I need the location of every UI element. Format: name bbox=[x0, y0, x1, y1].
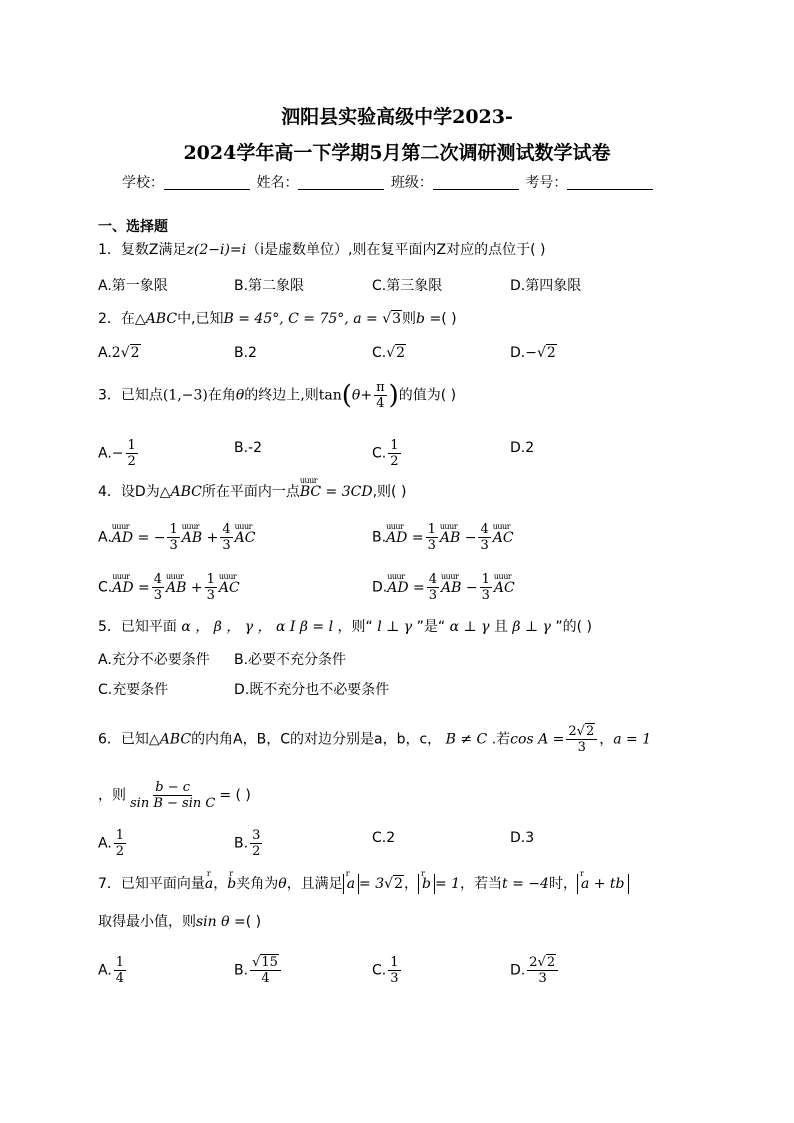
q4-d-f2n: 1 bbox=[481, 572, 490, 587]
q1-number: 1． bbox=[98, 242, 121, 258]
q2-d-label: D. bbox=[510, 345, 526, 361]
q6-cos-den: 3 bbox=[577, 740, 586, 755]
question-6 bbox=[98, 724, 651, 755]
q6-a-den: 2 bbox=[115, 844, 125, 859]
class-blank[interactable] bbox=[433, 175, 519, 190]
q3-option-c[interactable] bbox=[372, 438, 403, 469]
q7-text: 已知平面向量 bbox=[120, 876, 205, 892]
q6-comma: ， bbox=[599, 731, 614, 748]
q7-option-a[interactable] bbox=[98, 955, 128, 986]
q7-line2: 取得最小值，则 bbox=[98, 914, 196, 930]
q5-cond3: β ⊥ γ bbox=[507, 619, 556, 635]
q4-a-f1n: 1 bbox=[169, 522, 178, 537]
q2-a-rad: 2 bbox=[130, 345, 140, 361]
q3-text-d: 的值为( ) bbox=[398, 387, 457, 404]
q7-c-label: C. bbox=[372, 962, 387, 979]
q6-sqrt: √2 bbox=[576, 724, 595, 739]
question-2 bbox=[98, 309, 457, 329]
q6-line2-text: ，则 bbox=[98, 787, 126, 804]
q7-b-rad: 15 bbox=[261, 955, 278, 970]
q7-option-c[interactable] bbox=[372, 955, 403, 986]
q5-option-d[interactable]: D.既不充分也不必要条件 bbox=[234, 682, 390, 698]
q7-a-label: A. bbox=[98, 962, 112, 979]
q5-text-b: ，则“ bbox=[337, 619, 373, 635]
q4-a-label: A. bbox=[98, 529, 112, 546]
q6-cos: cos A = bbox=[510, 731, 565, 748]
q6-ratio-num: b − c bbox=[155, 780, 191, 795]
q3-point: (1,−3) bbox=[162, 387, 208, 404]
q7-d-den: 3 bbox=[538, 971, 547, 986]
q5-number: 5． bbox=[98, 619, 121, 635]
student-info-row bbox=[122, 172, 655, 192]
q1-math: z(2−i)=i bbox=[186, 242, 247, 258]
q5-text-e: ”的( ) bbox=[555, 619, 592, 635]
q1-text: 复数Z满足 bbox=[120, 242, 187, 258]
q2-option-b[interactable]: B.2 bbox=[234, 345, 257, 361]
q3-c-num: 1 bbox=[390, 438, 399, 453]
q4-text: 设D为 bbox=[120, 484, 160, 500]
q4-a-frac2 bbox=[220, 522, 232, 553]
q4-b-label: B. bbox=[372, 529, 387, 546]
q7-abs-b: r b bbox=[418, 874, 435, 894]
q4-b-lhs: uuur AD = bbox=[386, 528, 424, 548]
q3-left-paren: ( bbox=[341, 380, 352, 411]
q6-line2-tail: = ( ) bbox=[219, 787, 251, 804]
class-label: 班级： bbox=[390, 175, 433, 191]
q6-option-a[interactable] bbox=[98, 828, 128, 859]
q7-eq1: = 3 bbox=[359, 876, 385, 892]
section-heading: 一、选择题 bbox=[98, 219, 168, 235]
q4-c-end: uuur AC bbox=[219, 578, 240, 598]
q6-triangle: △ABC bbox=[148, 731, 192, 748]
q2-a-coef: 2 bbox=[111, 345, 121, 361]
q3-option-b[interactable]: B.-2 bbox=[234, 440, 263, 456]
q3-a-frac bbox=[126, 438, 138, 469]
q6-text: 已知 bbox=[120, 731, 149, 748]
q4-b-frac2 bbox=[478, 522, 490, 553]
q4-option-c[interactable] bbox=[98, 572, 240, 603]
q3-c-den: 2 bbox=[390, 454, 399, 469]
q7-abs-ab: r a + tb bbox=[577, 874, 629, 894]
q4-a-f1d: 3 bbox=[169, 538, 178, 553]
q4-a-end: uuur AC bbox=[235, 528, 256, 548]
q7-vector-b: r b bbox=[227, 874, 236, 894]
q4-d-mid: uuur AB − bbox=[441, 578, 478, 598]
q7-rad: 2 bbox=[394, 876, 403, 892]
q4-text-c: ,则( ) bbox=[372, 484, 407, 500]
q2-radicand: 3 bbox=[392, 311, 402, 327]
q7-b-num bbox=[250, 955, 281, 971]
q7-option-d[interactable] bbox=[510, 955, 560, 986]
school-blank[interactable] bbox=[164, 175, 250, 190]
q4-a-f2n: 4 bbox=[222, 522, 231, 537]
q4-b-end: uuur AC bbox=[493, 528, 514, 548]
q4-a-mid: uuur AB + bbox=[182, 528, 219, 548]
q7-text-b: 夹角为 bbox=[236, 876, 279, 892]
q6-option-c[interactable]: C.2 bbox=[372, 830, 396, 846]
q6-a-frac bbox=[114, 828, 126, 859]
q7-b-frac bbox=[250, 955, 281, 986]
q3-text: 已知点 bbox=[120, 387, 163, 404]
q2-option-c[interactable] bbox=[372, 343, 406, 363]
question-6-line-2 bbox=[98, 780, 251, 811]
q7-b-den: 4 bbox=[261, 971, 270, 986]
q3-tan: tan bbox=[318, 387, 342, 404]
q3-theta-plus: θ+ bbox=[351, 387, 373, 404]
q7-a-frac bbox=[114, 955, 126, 986]
q7-t: t = −4 bbox=[502, 876, 549, 892]
q6-text-c: .若 bbox=[491, 731, 511, 748]
q5-option-c[interactable]: C.充要条件 bbox=[98, 682, 169, 698]
q2-a-sqrt: √2 bbox=[120, 345, 140, 361]
q1-option-b[interactable]: B.第二象限 bbox=[234, 278, 305, 294]
q6-b-num: 3 bbox=[252, 828, 261, 843]
q4-option-a[interactable] bbox=[98, 522, 255, 553]
q7-a-num: 1 bbox=[115, 955, 125, 970]
q3-pi: π bbox=[376, 380, 385, 395]
q7-a-den: 4 bbox=[115, 971, 125, 986]
q7-text-d: ， bbox=[403, 876, 418, 892]
q5-text-d: 且 bbox=[493, 619, 508, 635]
q7-d-sqrt: √2 bbox=[537, 955, 556, 970]
q4-number: 4． bbox=[98, 484, 121, 500]
q3-pi-over-4 bbox=[374, 380, 387, 411]
q7-d-coef: 2 bbox=[529, 955, 538, 970]
q5-option-b[interactable]: B.必要不充分条件 bbox=[234, 652, 347, 668]
q7-d-frac bbox=[527, 955, 558, 986]
q2-number: 2． bbox=[98, 311, 121, 327]
q4-b-f2d: 3 bbox=[480, 538, 489, 553]
q3-option-a[interactable] bbox=[98, 438, 140, 469]
q4-c-f1n: 4 bbox=[153, 572, 163, 587]
name-blank[interactable] bbox=[298, 175, 384, 190]
q4-c-lhs: uuur AD = bbox=[112, 578, 150, 598]
q6-ratio bbox=[128, 780, 217, 811]
q4-d-end: uuur AC bbox=[494, 578, 515, 598]
q4-b-f1d: 3 bbox=[427, 538, 436, 553]
q4-d-frac2 bbox=[480, 572, 492, 603]
q4-d-f1n: 4 bbox=[428, 572, 438, 587]
q2-c-sqrt: √2 bbox=[386, 345, 406, 361]
name-label: 姓名： bbox=[256, 175, 299, 191]
q4-text-b: 所在平面内一点 bbox=[201, 484, 300, 500]
q6-ratio-den: sin B − sin C bbox=[130, 796, 216, 811]
q5-planes: α ， β ， γ ， α I β = l bbox=[176, 619, 338, 635]
q4-option-b[interactable] bbox=[372, 522, 514, 553]
q6-rad: 2 bbox=[585, 724, 595, 739]
q4-triangle: △ABC bbox=[159, 484, 202, 500]
q5-option-a[interactable]: A.充分不必要条件 bbox=[98, 652, 210, 668]
q3-option-d[interactable]: D.2 bbox=[510, 440, 535, 456]
q3-text-c: 的终边上,则 bbox=[244, 387, 319, 404]
number-blank[interactable] bbox=[567, 175, 653, 190]
q7-text-f: 时， bbox=[548, 876, 577, 892]
q6-b-frac bbox=[250, 828, 262, 859]
q4-d-lhs: uuur AD = bbox=[387, 578, 425, 598]
q6-b-den: 2 bbox=[252, 844, 261, 859]
question-7-line-2 bbox=[98, 912, 261, 932]
q5-cond2: α ⊥ γ bbox=[445, 619, 494, 635]
q3-c-label: C. bbox=[372, 445, 387, 462]
q3-right-paren: ) bbox=[388, 380, 399, 411]
q2-sqrt: √3 bbox=[382, 311, 402, 327]
q3-four: 4 bbox=[376, 396, 385, 411]
q4-b-f1n: 1 bbox=[427, 522, 436, 537]
q1-option-a[interactable]: A.第一象限 bbox=[98, 278, 168, 294]
q7-number: 7． bbox=[98, 876, 121, 892]
q2-d-neg: − bbox=[525, 345, 537, 361]
q3-a-den: 2 bbox=[127, 454, 136, 469]
q2-text-b: 中,已知 bbox=[177, 311, 224, 327]
q3-a-num: 1 bbox=[127, 438, 136, 453]
q7-sqrt: √2 bbox=[384, 876, 403, 892]
q1-text-b: （i是虚数单位）,则在复平面内Z对应的点位于( ) bbox=[246, 242, 546, 258]
q4-d-frac1 bbox=[427, 572, 439, 603]
q7-d-rad: 2 bbox=[546, 955, 556, 970]
q2-text: 在 bbox=[120, 311, 135, 327]
q7-text-e: ，若当 bbox=[460, 876, 503, 892]
title-line-2: 2024学年高一下学期5月第二次调研测试数学试卷 bbox=[183, 142, 611, 164]
q6-b-label: B. bbox=[234, 835, 249, 852]
q7-tail: ( ) bbox=[245, 914, 262, 930]
q7-text-c: ，且满足 bbox=[286, 876, 343, 892]
q1-option-c[interactable]: C.第三象限 bbox=[372, 278, 443, 294]
q2-tail: ( ) bbox=[441, 311, 457, 327]
q7-eq2: = 1 bbox=[434, 876, 461, 892]
q3-c-frac bbox=[388, 438, 400, 469]
q4-d-label: D. bbox=[372, 579, 388, 596]
q4-a-frac1 bbox=[167, 522, 179, 553]
q4-d-f1d: 3 bbox=[428, 588, 438, 603]
q2-c-label: C. bbox=[372, 345, 387, 361]
q4-a-lhs: uuur AD = − bbox=[112, 528, 166, 548]
q2-d-sqrt: √2 bbox=[536, 345, 556, 361]
q4-c-f1d: 3 bbox=[153, 588, 163, 603]
q2-ask: b = bbox=[416, 311, 442, 327]
q6-coef: 2 bbox=[568, 724, 577, 739]
q7-c-num: 1 bbox=[390, 955, 399, 970]
q4-c-mid: uuur AB + bbox=[166, 578, 203, 598]
q5-text-c: ”是“ bbox=[416, 619, 446, 635]
q7-sep: ， bbox=[213, 876, 228, 892]
q7-c-den: 3 bbox=[390, 971, 399, 986]
q2-d-rad: 2 bbox=[546, 345, 556, 361]
q6-neq: B ≠ C bbox=[441, 731, 492, 748]
q6-a-label: A. bbox=[98, 835, 112, 852]
q4-c-f2d: 3 bbox=[206, 588, 215, 603]
q2-option-a[interactable] bbox=[98, 343, 141, 363]
q4-d-f2d: 3 bbox=[481, 588, 490, 603]
q4-option-d[interactable] bbox=[372, 572, 515, 603]
q2-triangle: △ABC bbox=[134, 311, 178, 327]
q4-b-mid: uuur AB − bbox=[440, 528, 477, 548]
q6-option-b[interactable] bbox=[234, 828, 264, 859]
question-7 bbox=[98, 874, 629, 894]
q4-c-f2n: 1 bbox=[206, 572, 215, 587]
title-line-1: 泗阳县实验高级中学2023- bbox=[281, 106, 513, 128]
q7-d-label: D. bbox=[510, 962, 526, 979]
q4-b-f2n: 4 bbox=[480, 522, 489, 537]
q6-text-b: 的内角A，B，C的对边分别是a，b，c， bbox=[191, 731, 442, 748]
q7-c-frac bbox=[388, 955, 400, 986]
q4-a-f2d: 3 bbox=[222, 538, 231, 553]
q3-a-neg: − bbox=[111, 445, 124, 462]
q6-cos-num bbox=[566, 724, 597, 740]
q1-option-d[interactable]: D.第四象限 bbox=[510, 278, 582, 294]
school-label: 学校： bbox=[122, 175, 164, 191]
q7-option-b[interactable] bbox=[234, 955, 283, 986]
q7-d-num bbox=[527, 955, 558, 971]
q2-a-label: A. bbox=[98, 345, 112, 361]
q3-theta: θ bbox=[235, 387, 245, 404]
q2-c-rad: 2 bbox=[396, 345, 406, 361]
q6-a-eq: a = 1 bbox=[613, 731, 652, 748]
q3-number: 3． bbox=[98, 387, 121, 404]
question-1 bbox=[98, 240, 545, 260]
q7-theta: θ bbox=[278, 876, 287, 892]
q4-c-label: C. bbox=[98, 579, 113, 596]
q7-sin: sin θ = bbox=[196, 914, 246, 930]
q6-cos-frac bbox=[566, 724, 597, 755]
q3-a-label: A. bbox=[98, 445, 112, 462]
q2-condition: B = 45°, C = 75°, a = bbox=[223, 311, 383, 327]
q5-text: 已知平面 bbox=[120, 619, 177, 635]
q7-vector-a: r a bbox=[205, 874, 213, 894]
q2-text-c: 则 bbox=[402, 311, 417, 327]
q7-b-sqrt: √15 bbox=[252, 955, 278, 970]
q7-b-label: B. bbox=[234, 962, 249, 979]
q6-option-d[interactable]: D.3 bbox=[510, 830, 535, 846]
q6-a-num: 1 bbox=[115, 828, 125, 843]
q4-b-frac1 bbox=[426, 522, 438, 553]
q3-text-b: 在角 bbox=[207, 387, 236, 404]
question-4 bbox=[98, 482, 406, 502]
q4-c-frac1 bbox=[152, 572, 164, 603]
q5-cond1: l ⊥ γ bbox=[372, 619, 417, 635]
question-5 bbox=[98, 617, 592, 637]
q2-option-d[interactable] bbox=[510, 343, 557, 363]
q4-c-frac2 bbox=[205, 572, 217, 603]
q7-abs-a: r a bbox=[343, 874, 359, 894]
q4-vector-eq: uuur BC = 3CD bbox=[300, 482, 373, 502]
question-3 bbox=[98, 380, 456, 411]
q6-number: 6． bbox=[98, 731, 121, 748]
number-label: 考号： bbox=[525, 175, 568, 191]
